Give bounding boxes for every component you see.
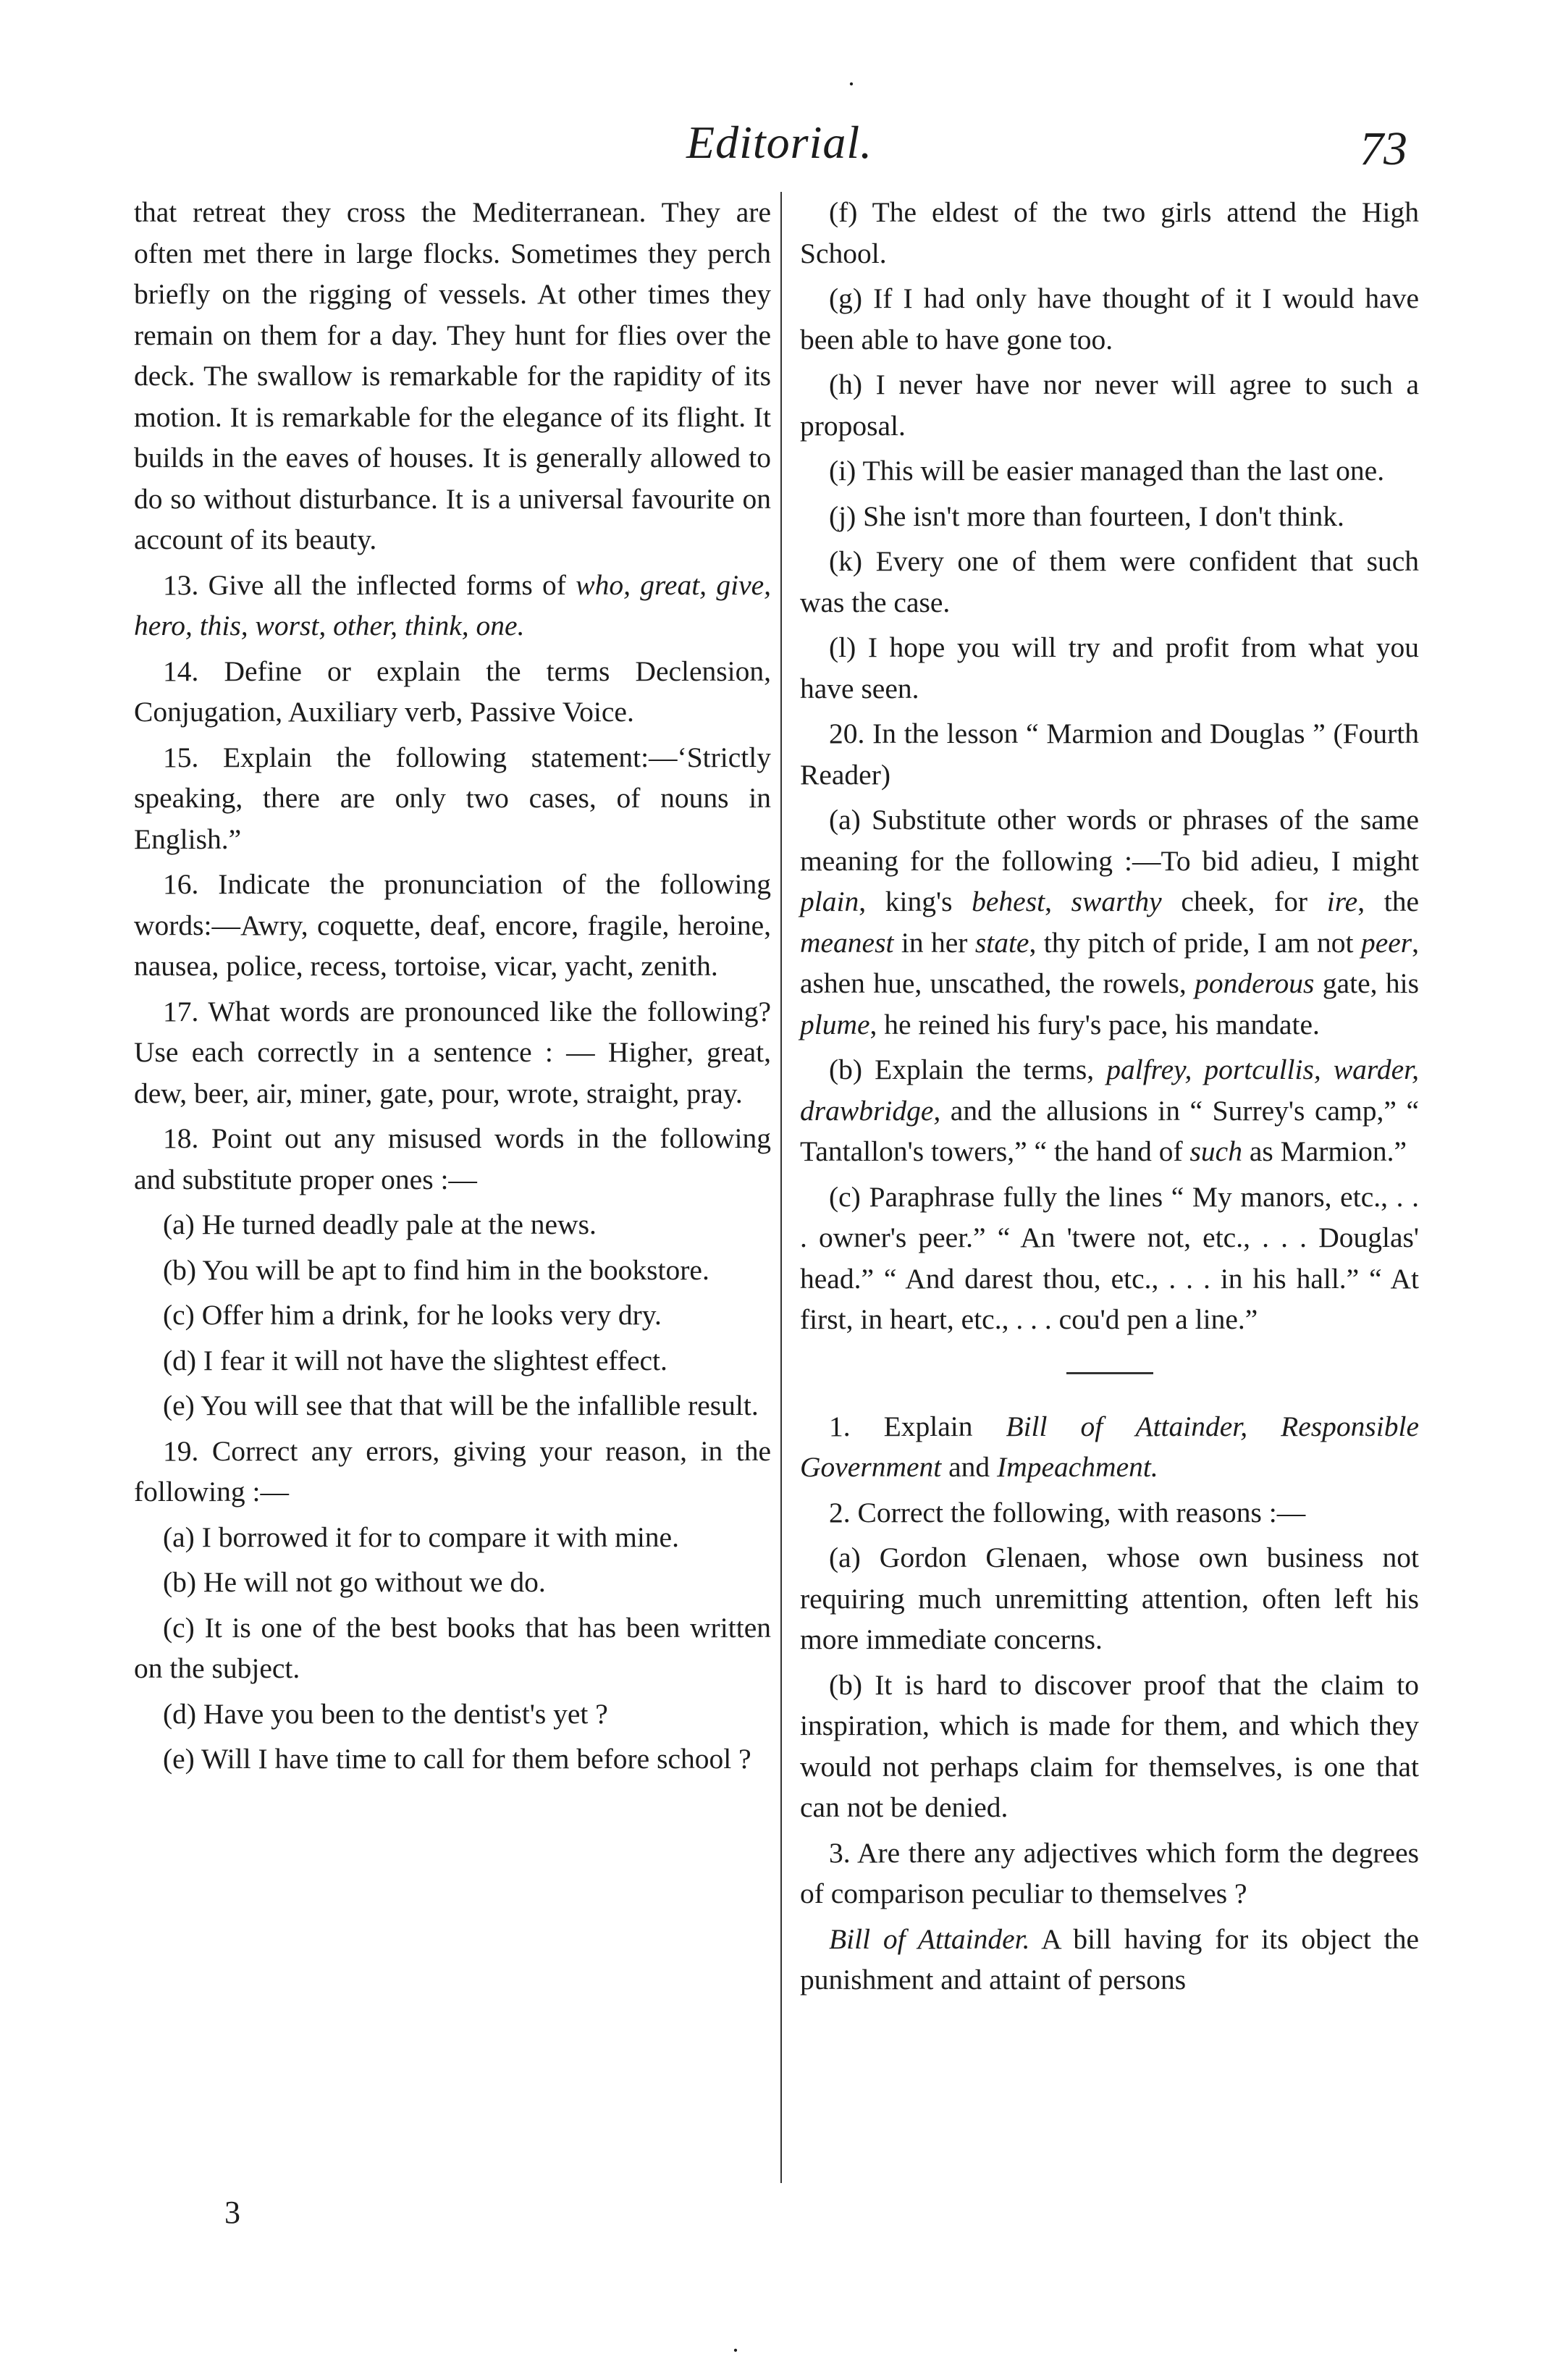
question-19: 19. Correct any errors, giving your reason, in the following :— [134,1434,771,1508]
section-question-1-lead: 1. Explain [829,1410,1006,1442]
question-13-lead: 13. Give all the inflected forms of [163,568,576,601]
question-18: 18. Point out any misused words in the following and substitute proper ones :— [134,1122,771,1195]
term-swarthy: swarthy [1071,886,1162,917]
running-head [0,109,1550,181]
question-16: 16. Indicate the pronunciation of the following words:—Awry, coquette, deaf, encore, fragile, heroine, nausea, police, recess, tortoise, vicar, yacht, zenith. [134,868,771,982]
running-title: Editorial. [686,117,873,168]
section-question-2: 2. Correct the following, with reasons :— [829,1496,1306,1529]
question-13-words: who, great, give, hero, this, worst, other, think, one. [134,568,772,642]
stray-mark: · [847,70,856,98]
question-19e: (e) Will I have time to call for them before school ? [163,1743,751,1775]
question-20b-rest: and the allusions in “ Surrey's camp,” “ Tantallon's towers,” “ the hand of [800,1094,1419,1167]
term-state: state [974,926,1029,959]
question-20a-text: cheek, for [1161,886,1327,917]
paragraph-swallow: that retreat they cross the Mediterranean. They are often met there in large flocks. Sometimes they perch briefly on the rigging of vessels. At other times they remain on them for a day. They hunt for flies over the deck. The swallow is remarkable for the rapidity of its motion. It is remarkable for the elegance of its flight. It builds in the eaves of houses. It is generally allowed to do so without disturbance. It is a universal favourite on account of its beauty. [134,196,771,555]
question-20a-text: , king's [859,886,972,917]
question-19j: (j) She isn't more than fourteen, I don't think. [829,500,1344,532]
left-column [134,192,771,1784]
question-18b: (b) You will be apt to find him in the bookstore. [163,1253,709,1286]
bill-of-attainder-text: A bill having for its object the punishment and attaint of persons [800,1922,1419,1996]
question-19b: (b) He will not go without we do. [163,1566,546,1598]
bill-of-attainder-definition [800,1919,1419,2001]
question-20b-lead: (b) Explain the terms, [829,1054,1107,1085]
question-13 [134,565,771,647]
section-question-2b: (b) It is hard to discover proof that the claim to inspiration, which is made for them, and which they would not perhaps claim for themselves, is one that can not be denied. [800,1668,1419,1823]
page-number: 73 [1360,122,1407,175]
question-14: 14. Define or explain the terms Declension, Conjugation, Auxiliary verb, Passive Voice. [134,655,771,728]
signature-mark: 3 [224,2195,240,2230]
question-20a-text: , ashen hue, unscathed, the rowels, [800,926,1419,999]
question-19l: (l) I hope you will try and profit from what you have seen. [800,631,1419,705]
question-18a: (a) He turned deadly pale at the news. [163,1208,597,1240]
column-divider [780,192,782,2183]
question-20a-lead: (a) Substitute other words or phrases of the same meaning for the following :—To bid adieu, I might [800,804,1419,877]
section-question-1 [800,1406,1419,1488]
question-20a-text: , he reined his fury's pace, his mandate. [869,1008,1320,1040]
term-behest: behest [972,886,1045,917]
question-20a-text: gate, his [1314,967,1419,999]
question-20: 20. In the lesson “ Marmion and Douglas ” (Fourth Reader) [800,718,1419,791]
section-question-1-terms: Bill of Attainder, Responsible Government [800,1410,1420,1483]
question-20a-text: , [1045,886,1071,917]
question-19g: (g) If I had only have thought of it I would have been able to have gone too. [800,282,1419,356]
term-meanest: meanest [800,926,894,959]
question-20b-terms: palfrey, portcullis, warder, drawbridge, [800,1054,1419,1127]
section-question-1-and: and [941,1451,998,1483]
section-question-2a: (a) Gordon Glenaen, whose own business not requiring much unremitting attention, often left his more immediate concerns. [800,1542,1419,1655]
question-19d: (d) Have you been to the dentist's yet ? [163,1697,608,1730]
section-question-1-last: Impeachment. [997,1451,1158,1483]
question-20a [800,799,1419,1045]
question-20b [800,1049,1419,1172]
term-plain: plain [800,886,859,917]
question-19k: (k) Every one of them were confident that such was the case. [800,545,1419,618]
term-plume: plume [800,1008,870,1040]
question-19c: (c) It is one of the best books that has been written on the subject. [134,1611,771,1684]
question-18d: (d) I fear it will not have the slightest effect. [163,1344,667,1376]
section-divider [1066,1372,1153,1374]
question-19h: (h) I never have nor never will agree to such a proposal. [800,369,1419,442]
question-20c: (c) Paraphrase fully the lines “ My manors, etc., . . . owner's peer.” “ An 'twere not, etc., . . . Douglas' head.” “ And darest thou, etc., . . . in his hall.” “ At first, in heart, etc., . . . cou'd pen a line.” [800,1180,1419,1335]
question-19f: (f) The eldest of the two girls attend the High School. [800,196,1419,269]
question-18c: (c) Offer him a drink, for he looks very dry. [163,1299,662,1331]
bill-of-attainder-term: Bill of Attainder. [829,1922,1030,1955]
question-19a: (a) I borrowed it for to compare it with mine. [163,1521,679,1553]
question-20a-text: , thy pitch of pride, I am not [1029,926,1361,959]
question-17: 17. What words are pronounced like the following? Use each correctly in a sentence : — Higher, great, dew, beer, air, miner, gate, pour, wrote, straight, pray. [134,995,771,1109]
question-20b-end: as Marmion.” [1242,1135,1407,1167]
question-18e: (e) You will see that that will be the infallible result. [163,1389,759,1421]
question-15: 15. Explain the following statement:—‘Strictly speaking, there are only two cases, of nouns in English.” [134,741,771,855]
question-19i: (i) This will be easier managed than the last one. [829,455,1385,487]
question-20a-text: in her [893,926,975,959]
section-question-3: 3. Are there any adjectives which form the degrees of comparison peculiar to themselves ? [800,1836,1419,1909]
question-20a-text: , the [1357,886,1419,917]
term-ire: ire [1326,886,1358,917]
term-ponderous: ponderous [1195,967,1315,999]
right-column [800,192,1419,2005]
stray-mark: · [731,2336,740,2365]
term-such: such [1189,1135,1242,1167]
term-peer: peer [1360,926,1412,959]
